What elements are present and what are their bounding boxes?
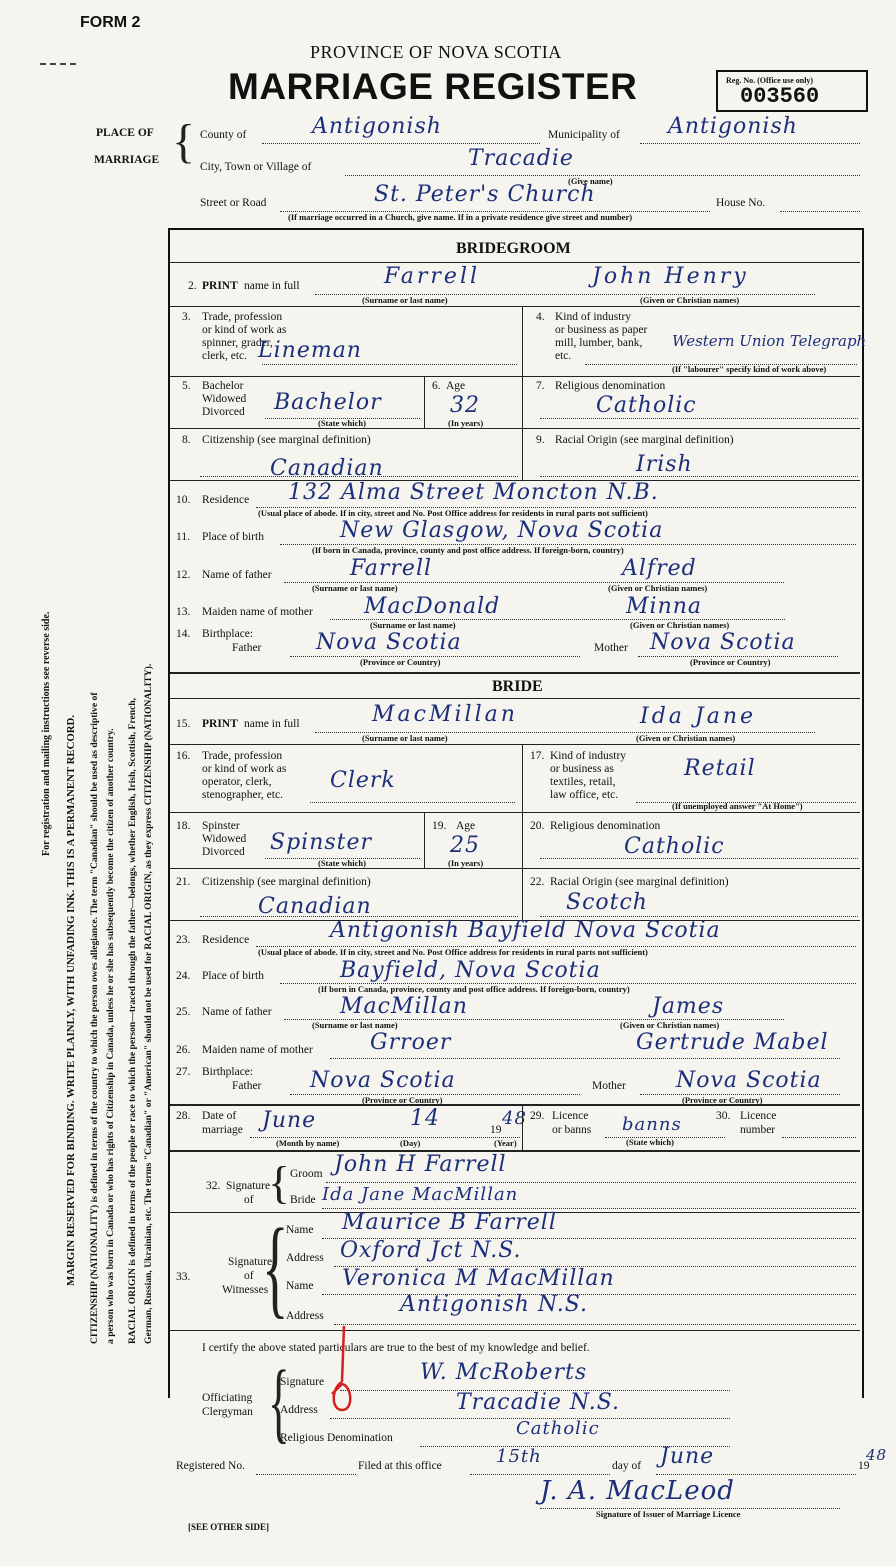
field-3-label-4: clerk, etc.	[202, 350, 248, 362]
field-19-label: Age	[456, 820, 476, 832]
field-33-label-3: Witnesses	[222, 1284, 269, 1296]
clergy-signature-label: Signature	[280, 1376, 325, 1388]
bride-in-years: (In years)	[448, 858, 484, 868]
groom-racial-origin: Irish	[636, 452, 693, 477]
field-12-surname-caption: (Surname or last name)	[312, 583, 398, 593]
field-10-number: 10.	[176, 494, 191, 506]
field-11-number: 11.	[176, 531, 190, 543]
licence-state-caption: (State which)	[626, 1137, 674, 1147]
field-17-number: 17.	[530, 750, 545, 762]
groom-given-names: John Henry	[592, 264, 749, 289]
bride-surname-caption: (Surname or last name)	[362, 733, 448, 743]
groom-signature: John H Farrell	[334, 1152, 507, 1177]
margin-note-line-2: MARGIN RESERVED FOR BINDING. WRITE PLAINLY, WITH UNFADING INK. THIS IS A PERMANENT RECORD.	[65, 714, 77, 1286]
registered-number-label: Registered No.	[176, 1460, 245, 1472]
marriage-month: June	[262, 1108, 317, 1133]
field-13-label: Maiden name of mother	[202, 606, 313, 618]
municipality-label: Municipality of	[548, 129, 620, 141]
house-number-label: House No.	[716, 197, 766, 209]
marriage-day-caption: (Day)	[400, 1138, 421, 1148]
field-25-given-caption: (Given or Christian names)	[620, 1020, 720, 1030]
field-28-number: 28.	[176, 1110, 191, 1122]
place-brace: {	[172, 115, 196, 168]
witness-2-address-label: Address	[286, 1310, 324, 1322]
field-22-number: 22.	[530, 876, 545, 888]
field-27-number: 27.	[176, 1066, 191, 1078]
margin-note-line-4: a person who was born in Canada or who has rights of Citizenship in Canada, unless he or she has subsequently become the citizen of another country.	[105, 728, 116, 1344]
form-number: FORM 2	[80, 14, 141, 31]
field-14-province-caption-1: (Province or Country)	[360, 657, 441, 667]
field-8-label: Citizenship (see marginal definition)	[202, 434, 371, 446]
field-33-label-2: of	[244, 1270, 254, 1282]
field-6-label: Age	[446, 380, 466, 392]
field-18-label-3: Divorced	[202, 846, 245, 858]
field-32-label-2: of	[244, 1194, 254, 1206]
field-7-number: 7.	[536, 380, 545, 392]
church-note: (If marriage occurred in a Church, give name. If in a private residence give street and number)	[288, 212, 633, 222]
field-30-label-2: number	[740, 1124, 776, 1136]
issuer-signature: J. A. MacLeod	[540, 1476, 735, 1506]
field-18-label-2: Widowed	[202, 833, 247, 845]
field-10-label: Residence	[202, 494, 250, 506]
bride-father-given: James	[652, 994, 725, 1019]
field-4-label-1: Kind of industry	[555, 311, 632, 323]
field-12-number: 12.	[176, 569, 191, 581]
field-16-label-4: stenographer, etc.	[202, 789, 283, 801]
field-21-label: Citizenship (see marginal definition)	[202, 876, 371, 888]
groom-father-given: Alfred	[622, 556, 697, 581]
groom-surname: Farrell	[384, 264, 481, 289]
field-27-label: Birthplace:	[202, 1066, 254, 1078]
field-14-mother-word: Mother	[594, 642, 628, 654]
filed-day: 15th	[496, 1446, 542, 1467]
field-27-province-caption-1: (Province or Country)	[362, 1095, 443, 1105]
bride-age: 25	[450, 833, 480, 858]
field-4-label-3: mill, lumber, bank,	[555, 337, 643, 349]
filed-month: June	[660, 1444, 715, 1469]
field-22-label: Racial Origin (see marginal definition)	[550, 876, 729, 888]
field-27-province-caption-2: (Province or Country)	[682, 1095, 763, 1105]
field-7-label: Religious denomination	[555, 380, 666, 392]
field-32-label-1: Signature	[226, 1180, 271, 1192]
marriage-year-printed: 19	[490, 1124, 502, 1136]
field-12-given-caption: (Given or Christian names)	[608, 583, 708, 593]
field-14-father-word: Father	[232, 642, 262, 654]
field-15-print: PRINT	[202, 718, 238, 730]
street-label: Street or Road	[200, 197, 267, 209]
clergy-denomination-label: Religious Denomination	[280, 1432, 393, 1444]
clergy-address: Tracadie N.S.	[456, 1390, 620, 1415]
give-name-caption: (Give name)	[568, 176, 613, 186]
filed-day-of-label: day of	[612, 1460, 642, 1472]
field-32-brace: {	[268, 1157, 291, 1208]
field-13-surname-caption: (Surname or last name)	[370, 620, 456, 630]
field-23-label: Residence	[202, 934, 250, 946]
groom-trade: Lineman	[258, 338, 362, 363]
reg-number: 003560	[740, 84, 820, 109]
bride-trade: Clerk	[330, 768, 396, 793]
bride-residence: Antigonish Bayfield Nova Scotia	[330, 918, 721, 943]
bride-heading: BRIDE	[492, 678, 543, 695]
field-28-label-2: marriage	[202, 1124, 243, 1136]
field-14-label: Birthplace:	[202, 628, 254, 640]
binding-mark	[40, 63, 76, 65]
place-group-label-1: PLACE OF	[96, 127, 154, 139]
witness-2-name-label: Name	[286, 1280, 314, 1292]
bride-birthplace: Bayfield, Nova Scotia	[340, 958, 601, 983]
city-label: City, Town or Village of	[200, 161, 312, 173]
field-16-label-3: operator, clerk,	[202, 776, 272, 788]
bride-signature-label: Bride	[290, 1194, 316, 1206]
bride-citizenship: Canadian	[258, 894, 372, 919]
bride-mother-surname: Grroer	[370, 1030, 452, 1055]
clergy-signature: W. McRoberts	[420, 1360, 588, 1385]
field-17-label-4: law office, etc.	[550, 789, 619, 801]
field-4-label-4: etc.	[555, 350, 572, 362]
field-4-note: (If "labourer" specify kind of work above)	[672, 364, 827, 374]
groom-residence: 132 Alma Street Moncton N.B.	[288, 480, 659, 505]
margin-note-line-5: RACIAL ORIGIN is defined in terms of the people or race to which the person—traced through the father—belongs, whether English, Irish, Scottish, French,	[127, 697, 138, 1344]
groom-given-caption: (Given or Christian names)	[640, 295, 740, 305]
field-17-label-3: textiles, retail,	[550, 776, 616, 788]
field-5-label-1: Bachelor	[202, 380, 244, 392]
clergy-address-label: Address	[280, 1404, 318, 1416]
groom-mother-given: Minna	[626, 594, 703, 619]
marriage-day: 14	[410, 1106, 440, 1131]
municipality-value: Antigonish	[668, 114, 798, 139]
margin-note-line-3: CITIZENSHIP (NATIONALITY) is defined in terms of the country to which the person owes allegiance. The term "Canadian" should be used as descriptive of	[89, 692, 100, 1344]
field-16-number: 16.	[176, 750, 191, 762]
filed-label: Filed at this office	[358, 1460, 442, 1472]
field-33-brace: {	[262, 1206, 289, 1328]
field-30-label-1: Licence	[740, 1110, 777, 1122]
bridegroom-heading: BRIDEGROOM	[456, 240, 571, 257]
field-8-number: 8.	[182, 434, 191, 446]
field-5-label-2: Widowed	[202, 393, 247, 405]
field-25-number: 25.	[176, 1006, 191, 1018]
field-29-label-2: or banns	[552, 1124, 592, 1136]
groom-signature-label: Groom	[290, 1168, 323, 1180]
groom-birth-note: (If born in Canada, province, county and post office address. If foreign-born, country)	[312, 545, 624, 555]
field-25-surname-caption: (Surname or last name)	[312, 1020, 398, 1030]
see-other-side: [SEE OTHER SIDE]	[188, 1522, 270, 1532]
groom-industry: Western Union Telegraph	[672, 332, 867, 350]
field-18-label-1: Spinster	[202, 820, 240, 832]
field-26-number: 26.	[176, 1044, 191, 1056]
field-5-label-3: Divorced	[202, 406, 245, 418]
bride-surname: MacMillan	[372, 702, 518, 727]
bride-industry: Retail	[684, 756, 756, 781]
bride-racial-origin: Scotch	[566, 890, 648, 915]
place-group-label-2: MARRIAGE	[94, 154, 160, 166]
county-label: County of	[200, 129, 247, 141]
groom-in-years: (In years)	[448, 418, 484, 428]
province-heading: PROVINCE OF NOVA SCOTIA	[310, 42, 562, 62]
field-27-mother-word: Mother	[592, 1080, 626, 1092]
field-14-province-caption-2: (Province or Country)	[690, 657, 771, 667]
street-value: St. Peter's Church	[374, 182, 596, 207]
groom-religion: Catholic	[596, 393, 697, 418]
margin-note-line-1: For registration and mailing instructions see reverse side.	[41, 611, 52, 856]
field-2-print: PRINT	[202, 280, 238, 292]
field-15-number: 15.	[176, 718, 191, 730]
field-3-number: 3.	[182, 311, 191, 323]
field-24-number: 24.	[176, 970, 191, 982]
bride-mother-given: Gertrude Mabel	[636, 1030, 829, 1055]
field-16-label-2: or kind of work as	[202, 763, 287, 775]
groom-state-which: (State which)	[318, 418, 366, 428]
field-15-label: name in full	[244, 718, 300, 730]
field-29-label-1: Licence	[552, 1110, 589, 1122]
field-2-number: 2.	[188, 280, 197, 292]
witness-1-address-label: Address	[286, 1252, 324, 1264]
field-16-label-1: Trade, profession	[202, 750, 283, 762]
clergy-label-2: Clergyman	[202, 1406, 253, 1418]
filed-year-printed: 19	[858, 1460, 870, 1472]
field-28-label-1: Date of	[202, 1110, 237, 1122]
form-title: MARRIAGE REGISTER	[228, 66, 638, 107]
field-12-label: Name of father	[202, 569, 272, 581]
bride-religion: Catholic	[624, 834, 725, 859]
field-3-label-3: spinner, grader,	[202, 337, 273, 349]
field-26-label: Maiden name of mother	[202, 1044, 313, 1056]
official-check-mark	[326, 1322, 366, 1422]
field-5-number: 5.	[182, 380, 191, 392]
field-9-number: 9.	[536, 434, 545, 446]
groom-citizenship: Canadian	[270, 456, 384, 481]
certification-text: I certify the above stated particulars are true to the best of my knowledge and belief.	[202, 1342, 590, 1354]
reg-number-label: Reg. No. (Office use only)	[726, 76, 814, 85]
witness-1-name-label: Name	[286, 1224, 314, 1236]
bride-given-caption: (Given or Christian names)	[636, 733, 736, 743]
margin-note-line-6: German, Russian, Ukrainian, etc. The terms "Canadian" or "American" should not be used for RACIAL ORIGIN, as they express CITIZENSHIP (NATIONALITY).	[143, 663, 154, 1344]
bride-state-which: (State which)	[318, 858, 366, 868]
bride-marital-status: Spinster	[270, 830, 373, 855]
groom-birthplace: New Glasgow, Nova Scotia	[340, 518, 664, 543]
field-18-number: 18.	[176, 820, 191, 832]
city-value: Tracadie	[468, 146, 574, 171]
groom-father-surname: Farrell	[350, 556, 433, 581]
clergy-label-1: Officiating	[202, 1392, 253, 1404]
field-4-number: 4.	[536, 311, 545, 323]
field-33-number: 33.	[176, 1271, 191, 1283]
field-20-label: Religious denomination	[550, 820, 661, 832]
witness-1-name: Maurice B Farrell	[342, 1210, 557, 1235]
field-3-label-1: Trade, profession	[202, 311, 283, 323]
field-30-number: 30.	[716, 1110, 731, 1122]
licence-or-banns: banns	[622, 1114, 682, 1135]
field-25-label: Name of father	[202, 1006, 272, 1018]
reg-number-box	[716, 70, 868, 112]
field-27-father-word: Father	[232, 1080, 262, 1092]
filed-year: 48	[866, 1446, 888, 1464]
field-19-number: 19.	[432, 820, 447, 832]
field-2-label: name in full	[244, 280, 300, 292]
issuer-caption: Signature of Issuer of Marriage Licence	[596, 1509, 741, 1519]
field-32-number: 32.	[206, 1180, 221, 1192]
field-29-number: 29.	[530, 1110, 545, 1122]
field-17-label-1: Kind of industry	[550, 750, 627, 762]
groom-mother-birthplace: Nova Scotia	[650, 630, 796, 655]
groom-marital-status: Bachelor	[274, 390, 382, 415]
field-20-number: 20.	[530, 820, 545, 832]
marriage-year-caption: (Year)	[494, 1138, 517, 1148]
bride-signature: Ida Jane MacMillan	[322, 1184, 519, 1205]
field-14-number: 14.	[176, 628, 191, 640]
bride-father-birthplace: Nova Scotia	[310, 1068, 456, 1093]
marriage-month-caption: (Month by name)	[276, 1138, 340, 1148]
field-4-label-2: or business as paper	[555, 324, 648, 336]
witness-2-name: Veronica M MacMillan	[342, 1266, 615, 1291]
marriage-year: 48	[502, 1108, 527, 1129]
field-6-number: 6.	[432, 380, 441, 392]
field-17-note: (If unemployed answer "At Home")	[672, 801, 803, 811]
field-3-label-2: or kind of work as	[202, 324, 287, 336]
field-13-number: 13.	[176, 606, 191, 618]
bride-birth-note: (If born in Canada, province, county and post office address. If foreign-born, country)	[318, 984, 630, 994]
field-33-label-1: Signatures	[228, 1256, 277, 1268]
field-13-given-caption: (Given or Christian names)	[630, 620, 730, 630]
clergy-denomination: Catholic	[516, 1418, 600, 1439]
clergy-brace: {	[268, 1353, 290, 1452]
bride-father-surname: MacMillan	[340, 994, 468, 1019]
groom-residence-note: (Usual place of abode. If in city, street and No. Post Office address for residents in rural parts not sufficient)	[258, 508, 648, 518]
groom-father-birthplace: Nova Scotia	[316, 630, 462, 655]
bride-given-names: Ida Jane	[640, 704, 757, 729]
witness-1-address: Oxford Jct N.S.	[340, 1238, 522, 1263]
field-11-label: Place of birth	[202, 531, 264, 543]
county-value: Antigonish	[312, 114, 442, 139]
groom-age: 32	[450, 393, 480, 418]
field-17-label-2: or business as	[550, 763, 614, 775]
field-9-label: Racial Origin (see marginal definition)	[555, 434, 734, 446]
bride-mother-birthplace: Nova Scotia	[676, 1068, 822, 1093]
field-23-number: 23.	[176, 934, 191, 946]
field-21-number: 21.	[176, 876, 191, 888]
bride-residence-note: (Usual place of abode. If in city, street and No. Post Office address for residents in rural parts not sufficient)	[258, 947, 648, 957]
groom-surname-caption: (Surname or last name)	[362, 295, 448, 305]
witness-2-address: Antigonish N.S.	[400, 1292, 589, 1317]
groom-mother-surname: MacDonald	[364, 594, 501, 619]
field-24-label: Place of birth	[202, 970, 264, 982]
